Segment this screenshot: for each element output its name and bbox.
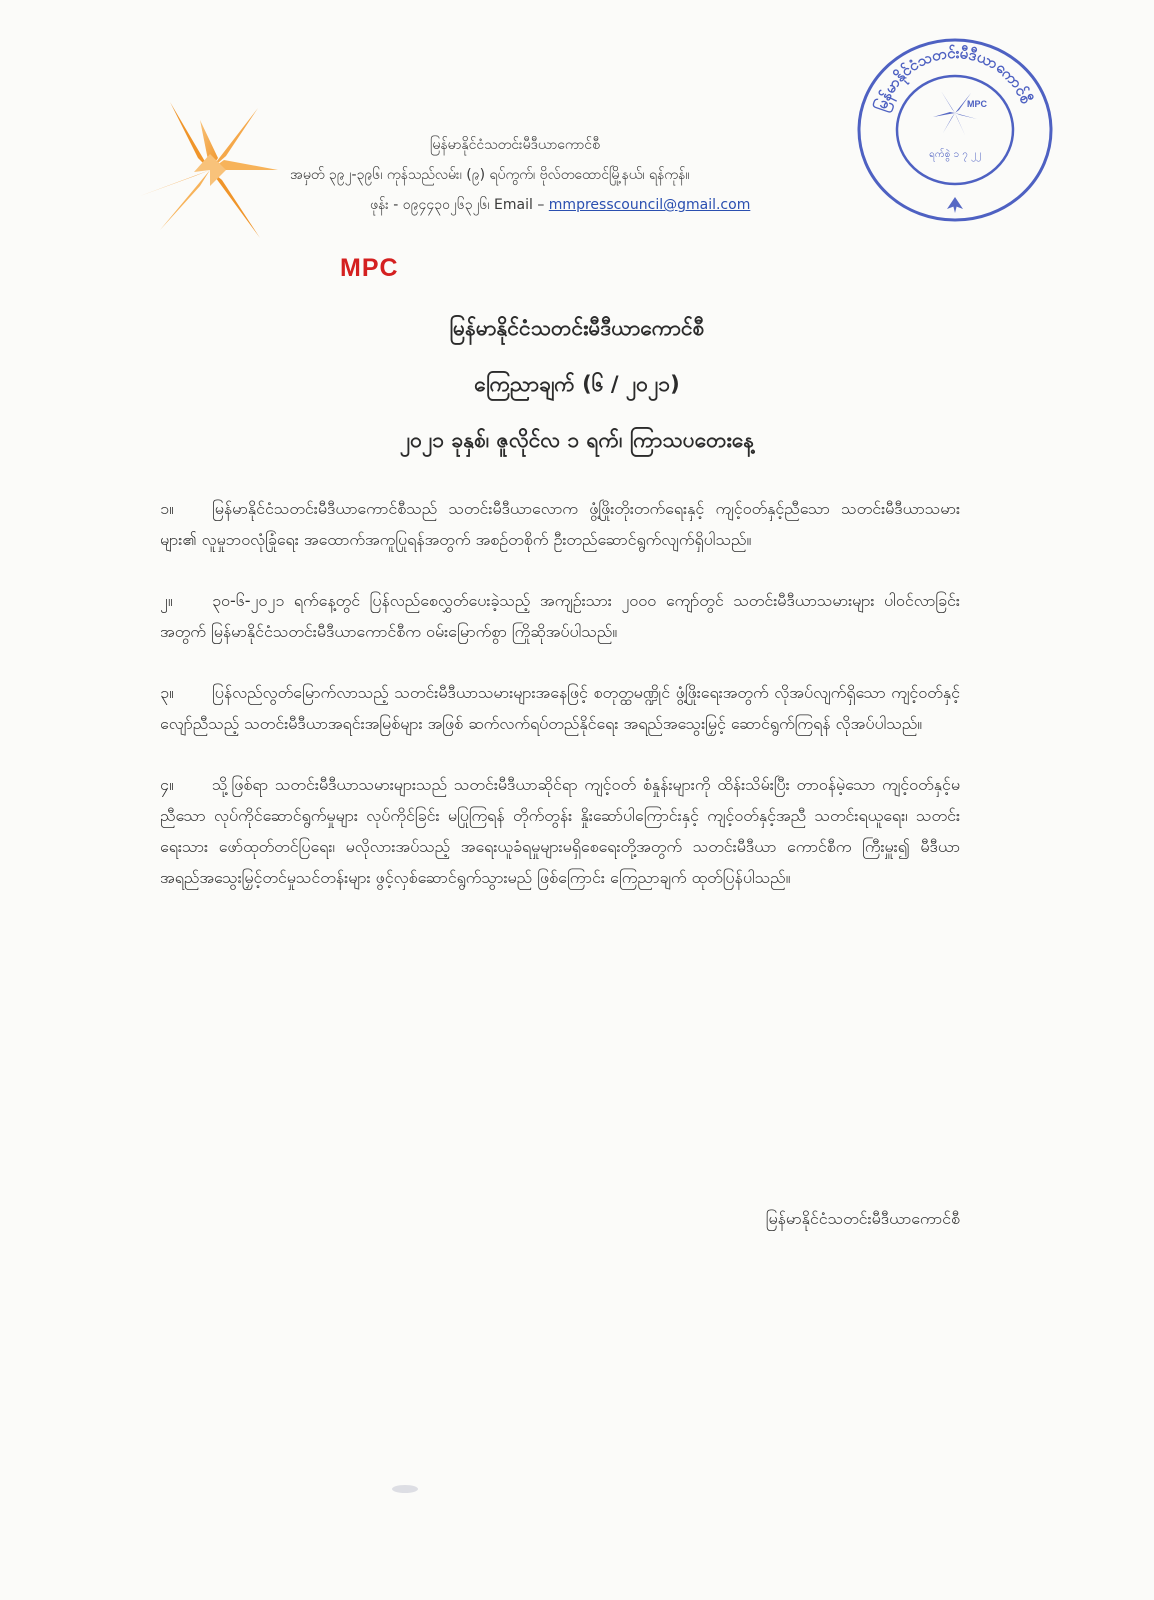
paragraph-text: ပြန်လည်လွတ်မြောက်လာသည့် သတင်းမီဒီယာသမားများအနေဖြင့် စတုတ္ထမဏ္ဍိုင် ဖွံ့ဖြိုးရေးအတွက် လိုအပ်လျက်ရှိသော ကျင့်ဝတ်နှင့်လျော်ညီသည့် သတင်းမီဒီယာအရင်းအမြစ်များ အဖြစ် ဆက်လက်ရပ်တည်နိုင်ရေး အရည်အသွေးမြှင့် ဆောင်ရွက်ကြရန် လိုအပ်ပါသည်။ (160, 683, 960, 733)
seal-ring-text: မြန်မာနိုင်ငံသတင်းမီဒီယာကောင်စီ (871, 43, 1036, 114)
mpc-logo (140, 100, 399, 282)
letterhead-org-name: မြန်မာနိုင်ငံသတင်းမီဒီယာကောင်စီ (430, 137, 600, 153)
paragraph-number: ၃။ (160, 683, 174, 702)
paragraph-number: ၄။ (160, 775, 174, 794)
mpc-star-icon (140, 100, 280, 240)
seal-leaf-icon (947, 197, 963, 213)
seal-bottom-text: ရက်စွဲ ၁ ၇ ၂၂ (929, 149, 981, 160)
paragraph-3 (160, 677, 960, 739)
announcement-title-block (0, 300, 1154, 468)
paragraph-4 (160, 769, 960, 893)
scan-smudge (392, 1485, 418, 1493)
seal-center-text: MPC (967, 99, 987, 109)
paragraph-number: ၂။ (160, 591, 173, 610)
paragraph-text: ၃၀-၆-၂၀၂၁ ရက်နေ့တွင် ပြန်လည်စေလွှတ်ပေးခဲ့သည့် အကျဉ်းသား ၂၀၀၀ ကျော်တွင် သတင်းမီဒီယာသမားများ ပါဝင်လာခြင်းအတွက် မြန်မာနိုင်ငံသတင်းမီဒီယာကောင်စီက ဝမ်းမြောက်စွာ ကြိုဆိုအပ်ပါသည်။ (160, 591, 960, 641)
announcement-body (160, 493, 960, 923)
title-announcement-number: ကြေညာချက် (၆ / ၂၀၂၁) (474, 372, 680, 396)
paragraph-number: ၁။ (160, 499, 174, 518)
paragraph-1 (160, 493, 960, 555)
seal-stamp-icon (855, 35, 1055, 225)
title-org-name: မြန်မာနိုင်ငံသတင်းမီဒီယာကောင်စီ (449, 316, 705, 340)
letterhead (290, 130, 850, 220)
letterhead-address: အမှတ် ၃၉၂-၃၉၆၊ ကုန်သည်လမ်း၊ (၉) ရပ်ကွက်၊ ဗိုလ်တထောင်မြို့နယ်၊ ရန်ကုန်။ (290, 167, 690, 183)
title-date: ၂၀၂၁ ခုနှစ်၊ ဇူလိုင်လ ၁ ရက်၊ ကြာသပတေးနေ့ (399, 428, 755, 452)
svg-text:မြန်မာနိုင်ငံသတင်းမီဒီယာကောင်စ (870, 43, 1037, 115)
paragraph-text: မြန်မာနိုင်ငံသတင်းမီဒီယာကောင်စီသည် သတင်းမီဒီယာလောက ဖွံ့ဖြိုးတိုးတက်ရေးနှင့် ကျင့်ဝတ်နှင့်ညီသော သတင်းမီဒီယာသမားများ၏ လူမှုဘဝလုံခြုံရေး အထောက်အကူပြုရန်အတွက် အစဉ်တစိုက် ဦးတည်ဆောင်ရွက်လျက်ရှိပါသည်။ (160, 499, 960, 549)
official-seal (855, 35, 1055, 225)
logo-text: MPC (340, 254, 399, 282)
paragraph-2 (160, 585, 960, 647)
letterhead-phone: ဖုန်း - ၀၉၄၄၃၀၂၆၃၂၆၊ Email – (370, 197, 545, 213)
email-link[interactable]: mmpresscouncil@gmail.com (548, 197, 751, 213)
paragraph-text: သို့ဖြစ်ရာ သတင်းမီဒီယာသမားများသည် သတင်းမီဒီယာဆိုင်ရာ ကျင့်ဝတ် စံနှုန်းများကို ထိန်းသိမ်းပြီး တာဝန်မဲ့သော ကျင့်ဝတ်နှင့်မညီသော လုပ်ကိုင်ဆောင်ရွက်မှုများ လုပ်ကိုင်ခြင်း မပြုကြရန် တိုက်တွန်း နှိုးဆော်ပါကြောင်းနှင့် ကျင့်ဝတ်နှင့်အညီ သတင်းရယူရေး၊ သတင်းရေးသား ဖော်ထုတ်တင်ပြရေး၊ မလိုလားအပ်သည့် အရေးယူခံရမှုများမရှိစေရေးတို့အတွက် သတင်းမီဒီယာ ကောင်စီက ကြီးမှူး၍ မီဒီယာအရည်အသွေးမြှင့်တင်မှုသင်တန်းများ ဖွင့်လှစ်ဆောင်ရွက်သွားမည် ဖြစ်ကြောင်း ကြေညာချက် ထုတ်ပြန်ပါသည်။ (160, 775, 960, 887)
signature-org-name: မြန်မာနိုင်ငံသတင်းမီဒီယာကောင်စီ (765, 1209, 960, 1228)
letterhead-contact (290, 190, 850, 220)
